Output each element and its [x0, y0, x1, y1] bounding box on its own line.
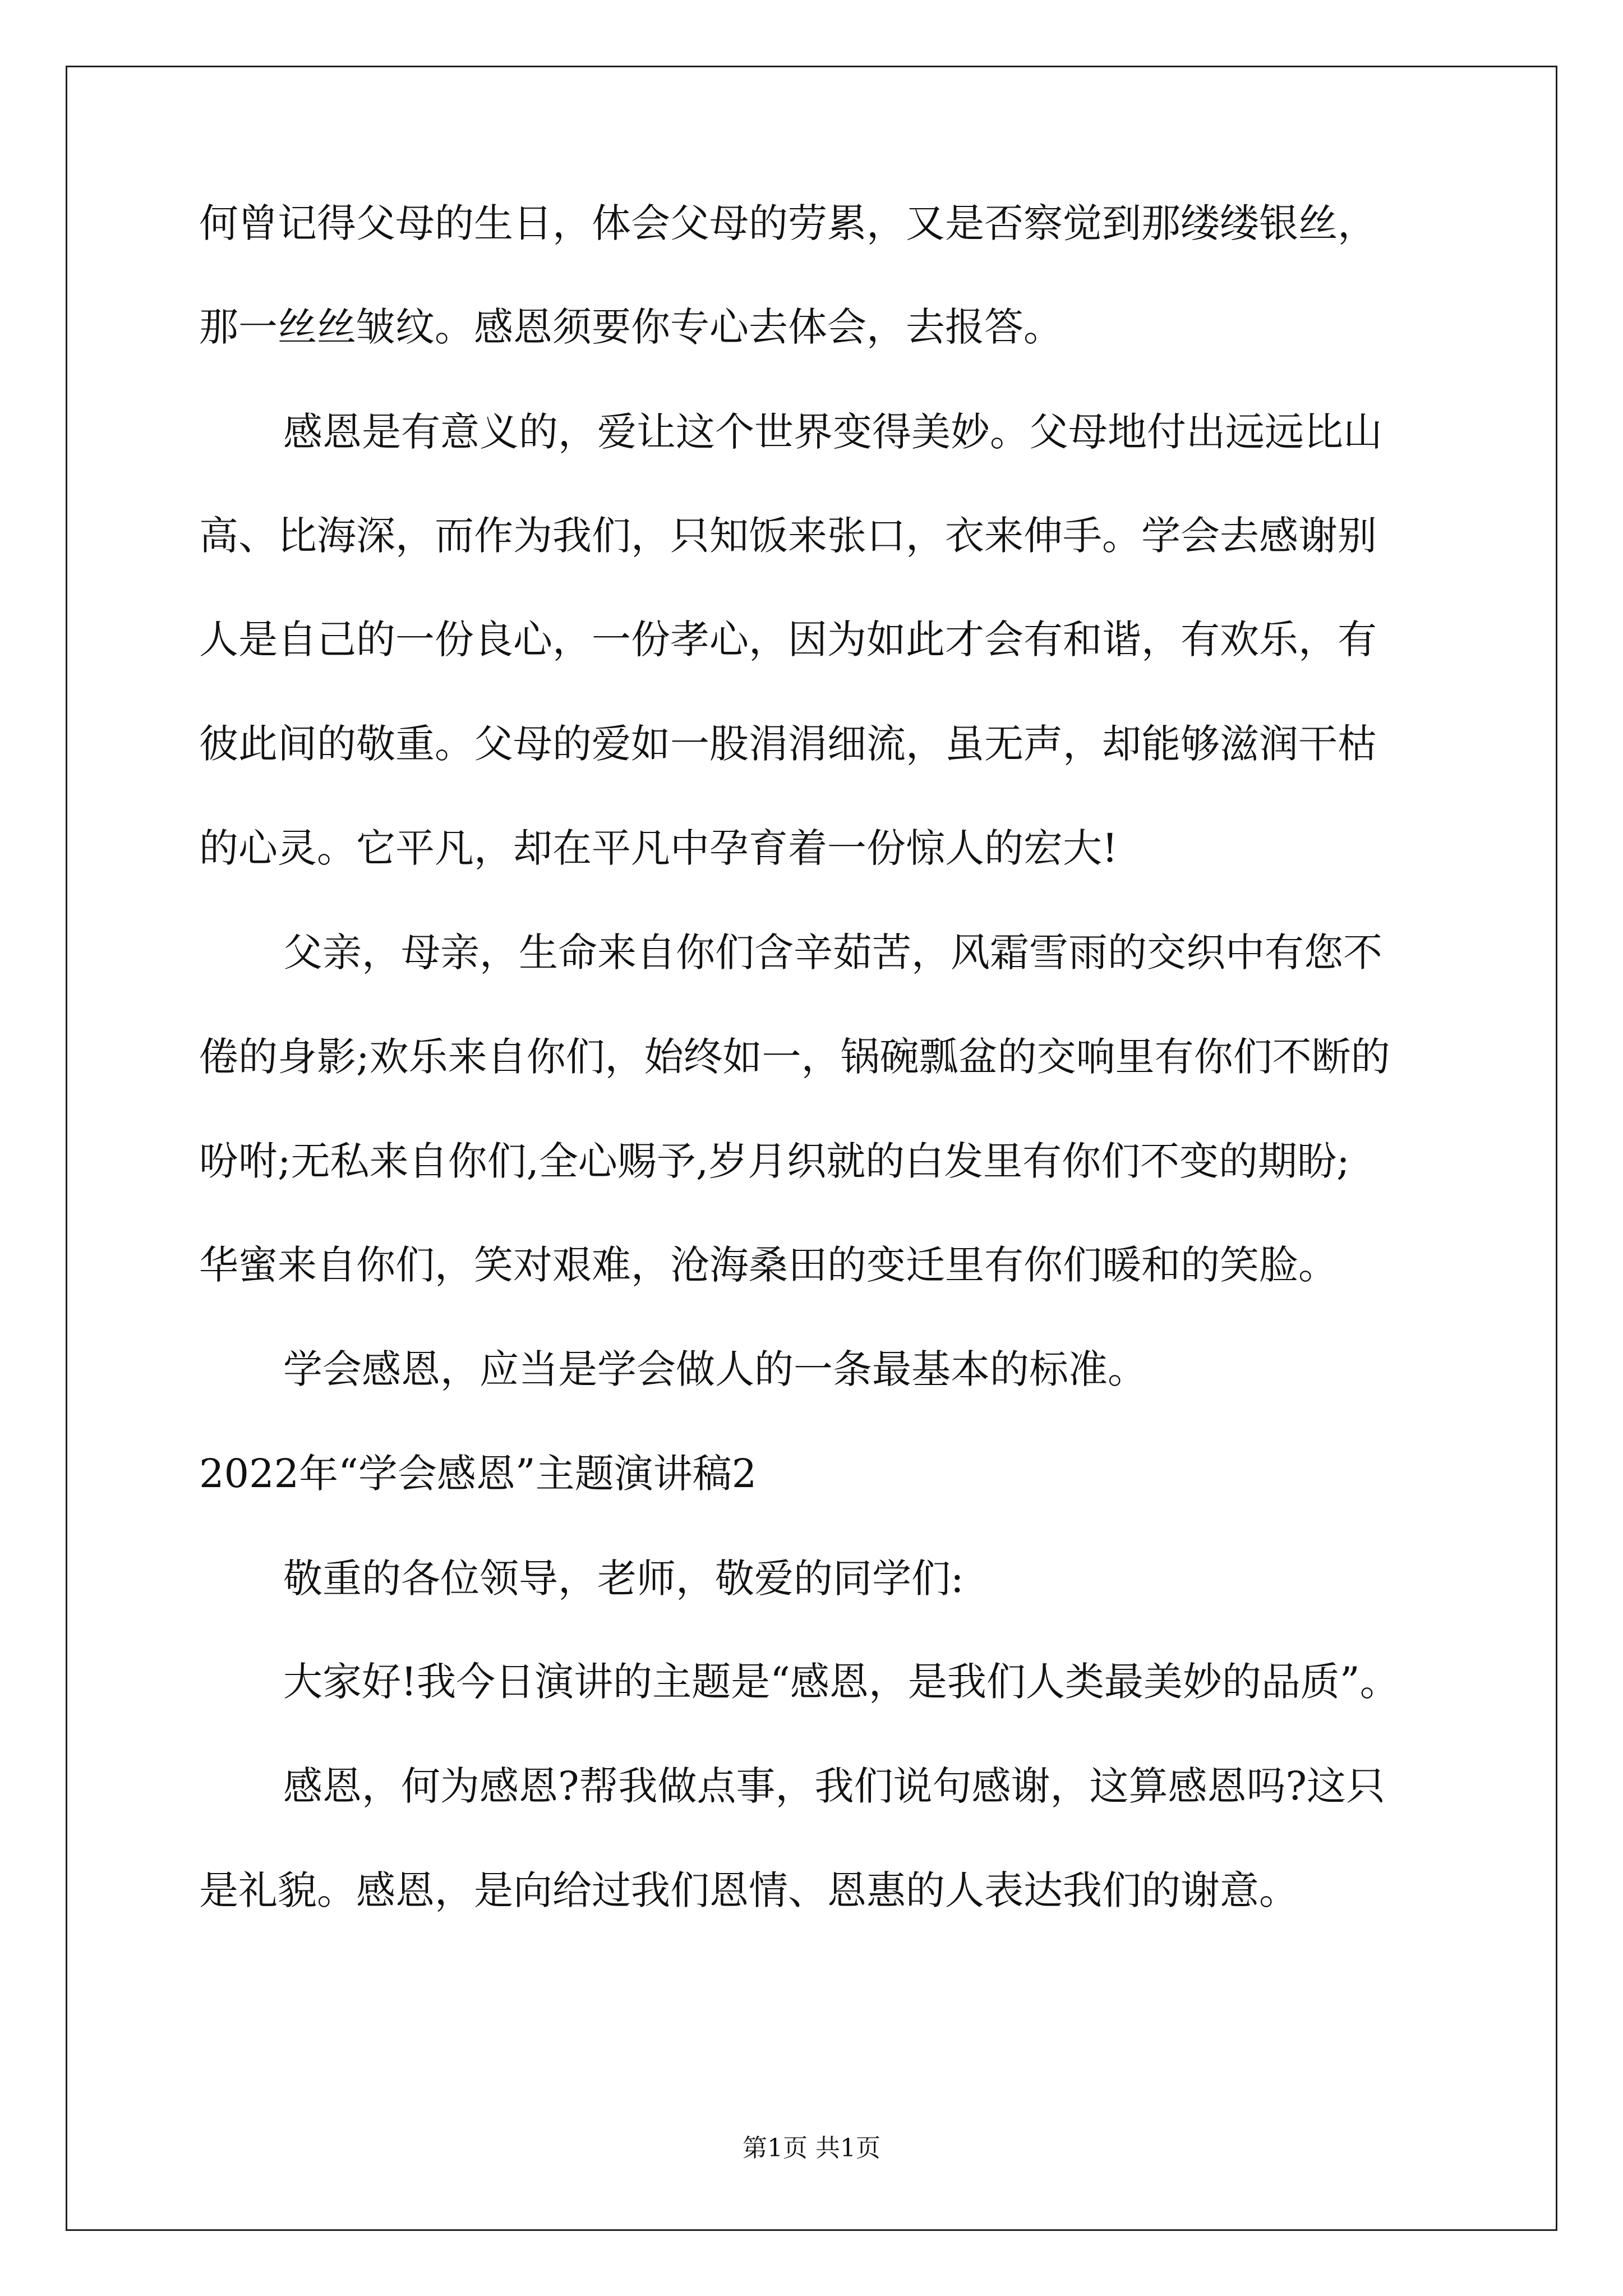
paragraph-line: 倦的身影;欢乐来自你们，始终如一，锅碗瓢盆的交响里有你们不断的 — [199, 1034, 1390, 1080]
paragraph-line: 父亲，母亲，生命来自你们含辛茹苦，风霜雪雨的交织中有您不 — [283, 930, 1382, 976]
paragraph-line: 吩咐;无私来自你们,全心赐予,岁月织就的白发里有你们不变的期盼; — [199, 1138, 1350, 1184]
paragraph-line: 是礼貌。感恩，是向给过我们恩情、恩惠的人表达我们的谢意。 — [199, 1867, 1298, 1913]
section-heading: 2022年“学会感恩”主题演讲稿2 — [199, 1451, 757, 1497]
paragraph-line: 那一丝丝皱纹。感恩须要你专心去体会，去报答。 — [199, 304, 1063, 350]
salutation-line: 敬重的各位领导，老师，敬爱的同学们: — [283, 1556, 964, 1602]
paragraph-line: 彼此间的敬重。父母的爱如一股涓涓细流，虽无声，却能够滋润干枯 — [199, 721, 1377, 767]
paragraph-line: 大家好!我今日演讲的主题是“感恩，是我们人类最美妙的品质”。 — [283, 1659, 1399, 1705]
paragraph-line: 何曾记得父母的生日，体会父母的劳累，又是否察觉到那缕缕银丝， — [199, 200, 1377, 246]
page-footer: 第1页 共1页 — [743, 2134, 880, 2162]
paragraph-line: 学会感恩，应当是学会做人的一条最基本的标准。 — [283, 1346, 1147, 1392]
paragraph-line: 华蜜来自你们，笑对艰难，沧海桑田的变迁里有你们暖和的笑脸。 — [199, 1242, 1338, 1288]
paragraph-line: 人是自己的一份良心，一份孝心，因为如此才会有和谐，有欢乐，有 — [199, 616, 1377, 662]
paragraph-line: 感恩是有意义的，爱让这个世界变得美妙。父母地付出远远比山 — [283, 409, 1382, 455]
paragraph-line: 的心灵。它平凡，却在平凡中孕育着一份惊人的宏大! — [199, 825, 1118, 871]
paragraph-line: 高、比海深，而作为我们，只知饭来张口，衣来伸手。学会去感谢别 — [199, 513, 1377, 559]
paragraph-line: 感恩，何为感恩?帮我做点事，我们说句感谢，这算感恩吗?这只 — [283, 1763, 1386, 1809]
